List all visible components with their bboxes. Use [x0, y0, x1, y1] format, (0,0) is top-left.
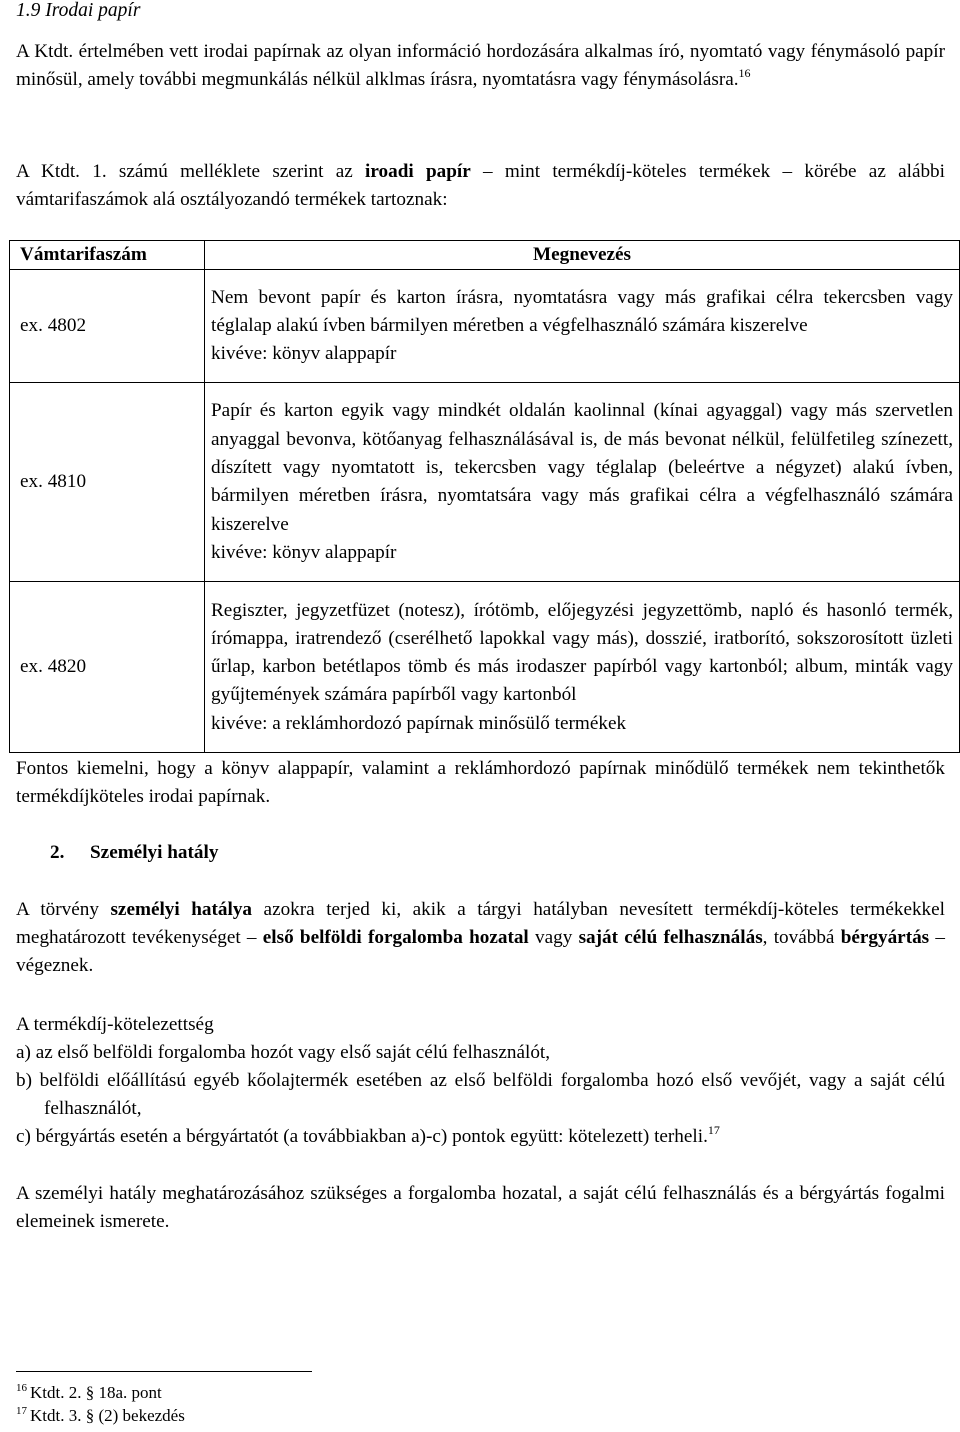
tariff-table: [9, 240, 960, 753]
annex-bold-term: iroadi papír: [365, 161, 471, 182]
footnote-17: [16, 1405, 185, 1427]
tariff-description: [205, 270, 960, 383]
list-item-text: b) belföldi előállítású egyéb kőolajtermék esetében az első belföldi forgalomba hozó első vevőjét, vagy a saját célú felhasználót,: [16, 1070, 945, 1119]
description-text: Nem bevont papír és karton írásra, nyomtatásra vagy más grafikai célra tekercsben vagy téglalap alakú ívben bármilyen méretben a végfelhasználó számára kiszerelve: [211, 286, 953, 337]
obligation-title: A termékdíj-kötelezettség: [16, 1014, 214, 1035]
table-row: [10, 383, 960, 582]
description-exception: kivéve: a reklámhordozó papírnak minősülő termékek: [211, 712, 627, 734]
annex-paragraph: [16, 158, 945, 214]
table-header-row: [10, 241, 960, 270]
footnote-number: 16: [16, 1382, 27, 1394]
scope-text-5: – végeznek.: [16, 927, 945, 976]
scope-paragraph: [16, 896, 945, 980]
header-description: Megnevezés: [205, 241, 960, 270]
scope-text-1: A törvény: [16, 899, 111, 920]
tariff-code: ex. 4820: [10, 582, 205, 753]
footnote-text: Ktdt. 2. § 18a. pont: [30, 1383, 162, 1402]
annex-text-2: – mint termékdíj-köteles termékek – körébe az alábbi vámtarifaszámok alá osztályozandó termékek tartoznak:: [16, 161, 945, 210]
intro-text: A Ktdt. értelmében vett irodai papírnak az olyan információ hordozására alkalmas író, nyomtató vagy fénymásoló papír minősül, amely további megmunkálás nélkül alklmas írásra, nyomtatásra vagy fénymásolásra.: [16, 41, 945, 90]
list-item-text: a) az első belföldi forgalomba hozót vagy első saját célú felhasználót,: [16, 1042, 551, 1063]
tariff-description: [205, 582, 960, 753]
scope-text-3: vagy: [528, 927, 579, 948]
footnote-16: [16, 1382, 162, 1404]
footnote-ref-17[interactable]: 17: [707, 1123, 720, 1137]
scope-text-2: azokra terjed ki, akik a tárgyi hatályban nevesített termékdíj-köteles termékekkel meghatározott tevékenységet –: [16, 899, 945, 948]
scope-bold-2: első belföldi forgalomba hozatal: [262, 927, 529, 948]
description-text: Regiszter, jegyzetfüzet (notesz), írótömb, előjegyzési jegyzettömb, napló és hasonló termék, írómappa, iratrendező (cserélhető lapokkal vagy más), dosszié, iratborító, sokszorosított üzleti űrlap, karbon betétlapos tömb és más irodaszer papírból vagy kartonból; album, minták vagy gyűjtemények számára papírből vagy kartonból: [211, 599, 953, 706]
list-item-text: c) bérgyártás esetén a bérgyártatót (a továbbiakban a)-c) pontok együtt: kötelezett) terheli.: [16, 1126, 708, 1147]
tariff-code: ex. 4802: [10, 270, 205, 383]
heading-number: 2.: [50, 842, 65, 863]
scope-bold-3: saját célú felhasználás: [578, 927, 763, 948]
footnote-divider: [16, 1371, 312, 1372]
heading-title: Személyi hatály: [90, 842, 219, 863]
list-item: [16, 1123, 945, 1151]
table-row: [10, 270, 960, 383]
description-text: Papír és karton egyik vagy mindkét oldalán kaolinnal (kínai agyaggal) vagy más szervetlen anyaggal bevonva, kötőanyag felhasználásával is, de más bevonat nélkül, felülfetileg színezett, díszített vagy nyomtatott is, tekercsben vagy téglalap (beleértve a négyzet) alakú ívben, bármilyen méretben írásra, nyomtatsára vagy más grafikai célra a végfelhasználó számára kiszerelve: [211, 400, 953, 535]
description-exception: kivéve: könyv alappapír: [211, 343, 397, 365]
scope-bold-1: személyi hatálya: [110, 899, 253, 920]
closing-paragraph: A személyi hatály meghatározásához szükséges a forgalomba hozatal, a saját célú felhasználás és a bérgyártás fogalmi elemeinek ismerete.: [16, 1183, 945, 1232]
header-tariff-code: Vámtarifaszám: [10, 241, 205, 270]
table-row: [10, 582, 960, 753]
note-paragraph: Fontos kiemelni, hogy a könyv alappapír, valamint a reklámhordozó papírnak minődülő termékek nem tekinthetők termékdíjköteles irodai papírnak.: [16, 758, 945, 807]
annex-text-1: A Ktdt. 1. számú melléklete szerint az: [16, 161, 366, 182]
section-heading-2: [50, 839, 218, 867]
footnote-ref-16[interactable]: 16: [738, 66, 751, 80]
tariff-description: [205, 383, 960, 582]
footnote-text: Ktdt. 3. § (2) bekezdés: [30, 1406, 185, 1425]
footnote-number: 17: [16, 1405, 27, 1417]
description-exception: kivéve: könyv alappapír: [211, 541, 397, 563]
tariff-code: ex. 4810: [10, 383, 205, 582]
list-item: [16, 1067, 945, 1123]
scope-bold-4: bérgyártás: [840, 927, 930, 948]
intro-paragraph: [16, 38, 945, 94]
section-title: 1.9 Irodai papír: [16, 0, 141, 21]
list-item: [16, 1039, 945, 1067]
scope-text-4: , továbbá: [762, 927, 841, 948]
obligation-list: [16, 1039, 945, 1151]
